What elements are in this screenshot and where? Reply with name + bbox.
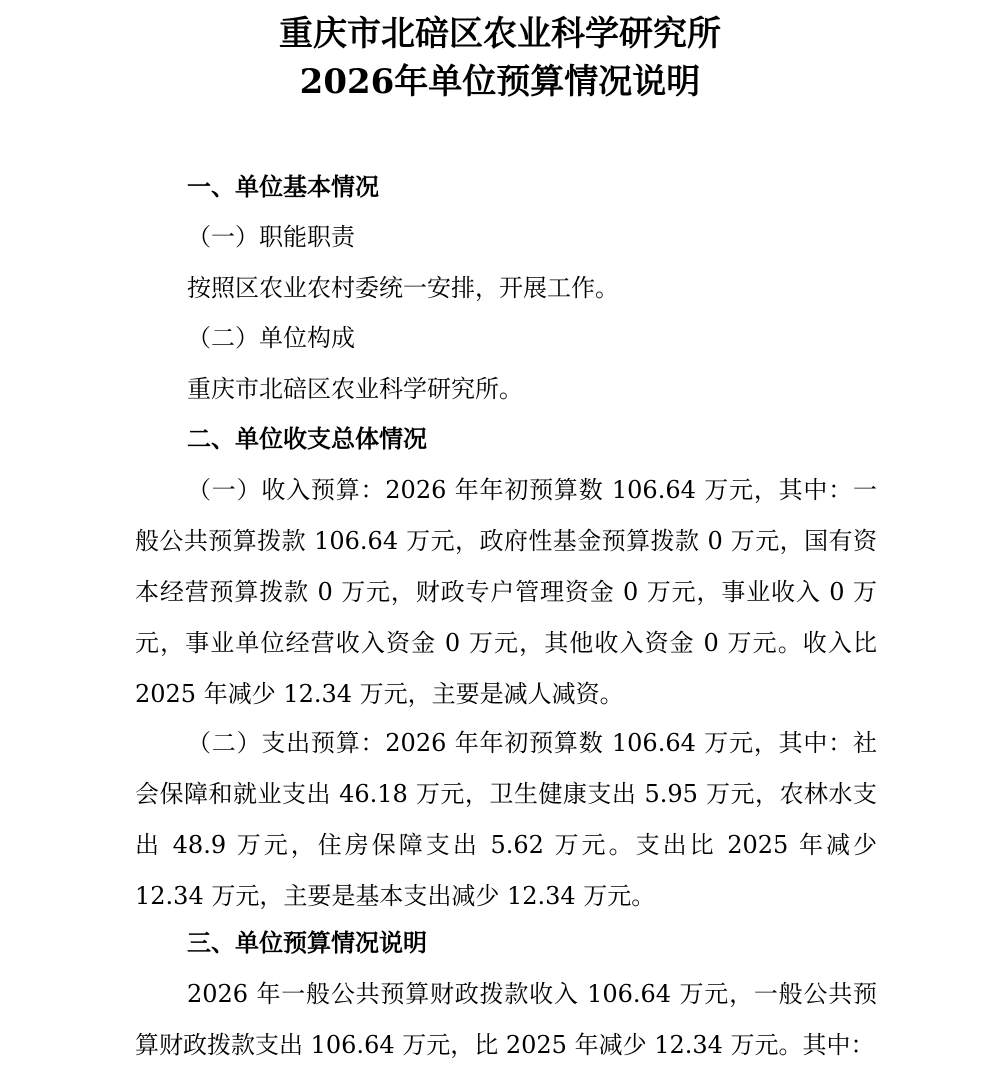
expense-budget-paragraph: （二）支出预算：2026 年年初预算数 106.64 万元，其中：社会保障和就业支出 46.18 万元，卫生健康支出 5.95 万元，农林水支出 48.9 万元，住房保障支出 5.62 万元。支出比 2025 年减少 12.34 万元，主要是基本支出减少 12.34 万元。: [135, 729, 877, 910]
section-1-sub-2-heading: （二）单位构成: [187, 324, 355, 352]
income-budget-paragraph: （一）收入预算：2026 年年初预算数 106.64 万元，其中：一般公共预算拨款 106.64 万元，政府性基金预算拨款 0 万元，国有资本经营预算拨款 0 万元，财政专户管理资金 0 万元，事业收入 0 万元，事业单位经营收入资金 0 万元，其他收入资金 0 万元。收入比 2025 年减少 12.34 万元，主要是减人减资。: [135, 476, 877, 708]
section-3-paragraph: 2026 年一般公共预算财政拨款收入 106.64 万元，一般公共预算财政拨款支出 106.64 万元，比 2025 年减少 12.34 万元。其中：: [135, 980, 877, 1059]
section-1-heading: 一、单位基本情况: [187, 172, 379, 201]
document-title-line-2: 2026年单位预算情况说明: [299, 62, 701, 102]
section-2-heading: 二、单位收支总体情况: [187, 424, 427, 453]
document-title-line-1: 重庆市北碚区农业科学研究所: [279, 14, 721, 54]
section-1-sub-1-heading: （一）职能职责: [187, 223, 355, 251]
section-1-sub-2-text: 重庆市北碚区农业科学研究所。: [187, 375, 523, 403]
section-3-heading: 三、单位预算情况说明: [187, 928, 427, 957]
section-1-sub-1-text: 按照区农业农村委统一安排，开展工作。: [187, 274, 619, 302]
